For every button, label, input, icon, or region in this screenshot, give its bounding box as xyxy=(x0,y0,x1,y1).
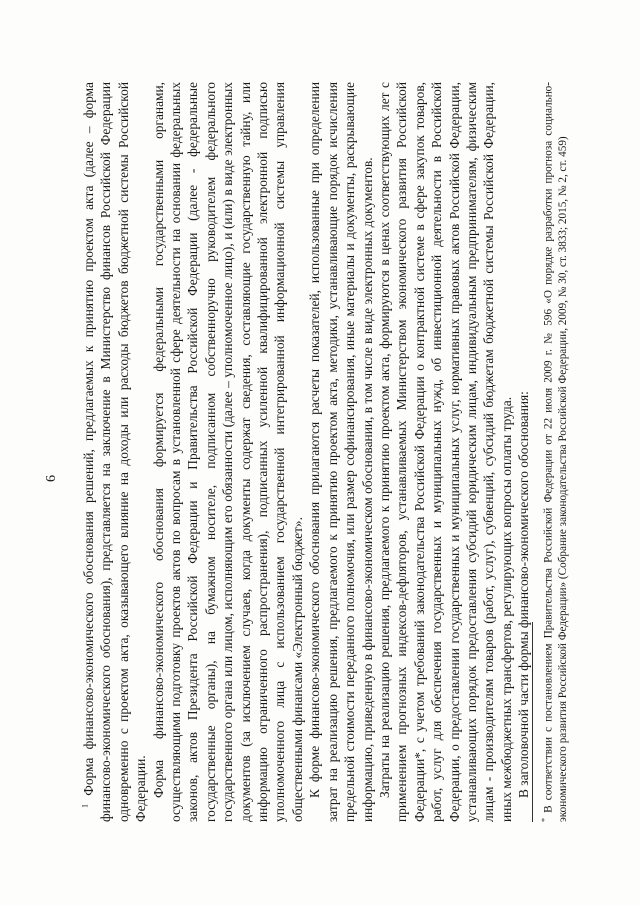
rotated-page-content xyxy=(40,52,600,852)
footnote-mark: * xyxy=(540,818,549,822)
footnote-ref: 1 xyxy=(80,804,90,808)
paragraph-1 xyxy=(80,82,150,822)
paragraph-2: Форма финансово-экономического обоснования формируется федеральными государственными органами, осуществляющими подготовку проектов актов по вопросам в установленной сфере деятельности на основании федеральных законов, актов Президента Российской Федерации и Правительства Российской Федерации (далее - федеральные государственные органы), на бумажном носителе, подписанном собственноручно руководителем федерального государственного органа или лицом, исполняющим его обязанности (далее – уполномоченное лицо), и (или) в виде электронных документов (за исключением случаев, когда документы содержат сведения, составляющие государственную тайну, или информацию ограниченного распространения), подписанных усиленной квалифицированной электронной подписью уполномоченного лица с использованием государственной интегрированной информационной системы управления общественными финансами «Электронный бюджет». xyxy=(150,82,305,822)
footnote-text: В соответствии с постановлением Правительства Российской Федерации от 22 июля 2009 г. № 596 «О порядке разработки прогноза социально-экономического развития Российской Федерации» (Собрание законодательства Российской Федерации, 2009, № 30, ст. 3833; 2015, № 2, ст. 459) xyxy=(542,81,569,822)
paragraph-3: К форме финансово-экономического обоснования прилагаются расчеты показателей, использованные при определении затрат на реализацию решения, предлагаемого к принятию проектом акта, методики, устанавливающие порядок исчисления предельной стоимости переданного полномочия, или размер софинансирования, иные материалы и документы, раскрывающие информацию, приведенную в финансово-экономическом обосновании, в том числе в виде электронных документов. xyxy=(307,82,375,822)
footnote-separator xyxy=(532,622,533,822)
paragraph-1-text: Форма финансово-экономического обоснования решений, предлагаемых к принятию проектом акта (далее – форма финансово-экономического обоснования), представляется на заключение в Министерство финансов Российской Федерации одновременно с проектом акта, оказывающего влияние на доходы или расходы бюджетов бюджетной системы Российской Федерации. xyxy=(81,82,149,822)
paragraph-4: Затраты на реализацию решения, предлагаемого к принятию проектом акта, формируются в ценах соответствующих лет с применением прогнозных индексов-дефляторов, устанавливаемых Министерством экономического развития Российской Федерации*, с учетом требований законодательства Российской Федерации о контрактной системе в сфере закупок товаров, работ, услуг для обеспечения государственных и муниципальных нужд, об инвестиционной деятельности в Российской Федерации, о предоставлении государственных и муниципальных услуг, нормативных правовых актов Российской Федерации, устанавливающих порядок предоставления субсидий юридическим лицам, индивидуальным предпринимателям, физическим лицам - производителям товаров (работ, услуг), субвенций, субсидий бюджетам бюджетной системы Российской Федерации, иных межбюджетных трансфертов, регулирующих вопросы оплаты труда. xyxy=(376,82,514,822)
paragraph-5: В заголовочной части формы финансово-экономического обоснования: xyxy=(516,391,532,798)
body-text xyxy=(80,82,533,822)
footnote xyxy=(538,82,570,822)
page-number: 6 xyxy=(44,475,59,482)
